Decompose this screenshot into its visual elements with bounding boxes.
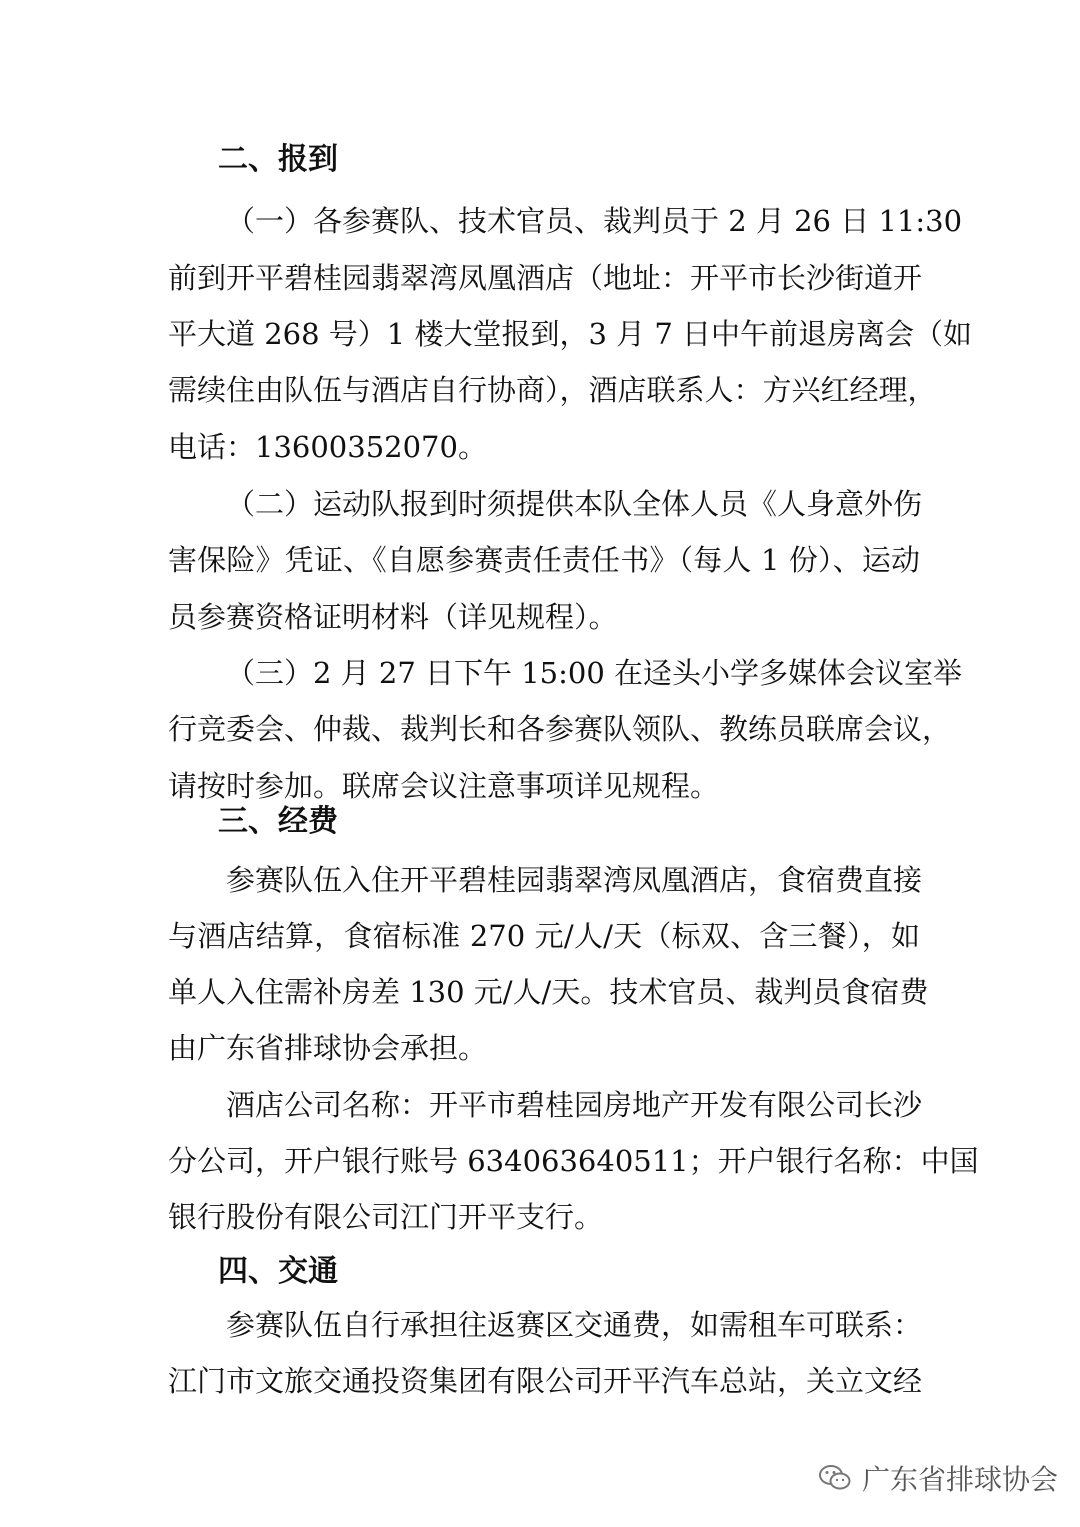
paragraph-line: 请按时参加。联席会议注意事项详见规程。 <box>168 769 720 803</box>
paragraph-line: 分公司，开户银行账号 634063640511；开户银行名称：中国 <box>168 1144 979 1178</box>
section-heading-expenses: 三、经费 <box>218 804 338 839</box>
paragraph-line: （二）运动队报到时须提供本队全体人员《人身意外伤 <box>226 487 923 521</box>
paragraph-line: 与酒店结算，食宿标准 270 元/人/天（标双、含三餐），如 <box>168 919 920 953</box>
paragraph-line: 由广东省排球协会承担。 <box>168 1031 488 1065</box>
paragraph-line: 需续住由队伍与酒店自行协商），酒店联系人：方兴红经理， <box>168 373 937 407</box>
paragraph-line: 银行股份有限公司江门开平支行。 <box>168 1200 604 1234</box>
paragraph-line: 行竞委会、仲裁、裁判长和各参赛队领队、教练员联席会议， <box>168 712 952 746</box>
paragraph-line: 平大道 268 号）1 楼大堂报到，3 月 7 日中午前退房离会（如 <box>168 317 973 351</box>
section-heading-transport: 四、交通 <box>218 1254 338 1289</box>
watermark-text: 广东省排球协会 <box>862 1463 1059 1496</box>
paragraph-line: 前到开平碧桂园翡翠湾凤凰酒店（地址：开平市长沙街道开 <box>168 261 923 295</box>
paragraph-line: 江门市文旅交通投资集团有限公司开平汽车总站，关立文经 <box>168 1364 923 1398</box>
paragraph-line: 电话：13600352070。 <box>168 430 487 464</box>
watermark <box>818 1458 1058 1498</box>
section-heading-registration: 二、报到 <box>218 142 338 177</box>
paragraph-line: （一）各参赛队、技术官员、裁判员于 2 月 26 日 11:30 <box>226 204 963 238</box>
paragraph-line: 参赛队伍入住开平碧桂园翡翠湾凤凰酒店，食宿费直接 <box>226 863 923 897</box>
wechat-icon <box>818 1463 852 1493</box>
paragraph-line: 参赛队伍自行承担往返赛区交通费，如需租车可联系： <box>226 1308 923 1342</box>
paragraph-line: 害保险》凭证、《自愿参赛责任责任书》（每人 1 份）、运动 <box>168 543 920 577</box>
paragraph-line: 酒店公司名称：开平市碧桂园房地产开发有限公司长沙 <box>226 1088 923 1122</box>
paragraph-line: 员参赛资格证明材料（详见规程）。 <box>168 600 618 634</box>
paragraph-line: （三）2 月 27 日下午 15:00 在迳头小学多媒体会议室举 <box>226 656 963 690</box>
paragraph-line: 单人入住需补房差 130 元/人/天。技术官员、裁判员食宿费 <box>168 975 929 1009</box>
